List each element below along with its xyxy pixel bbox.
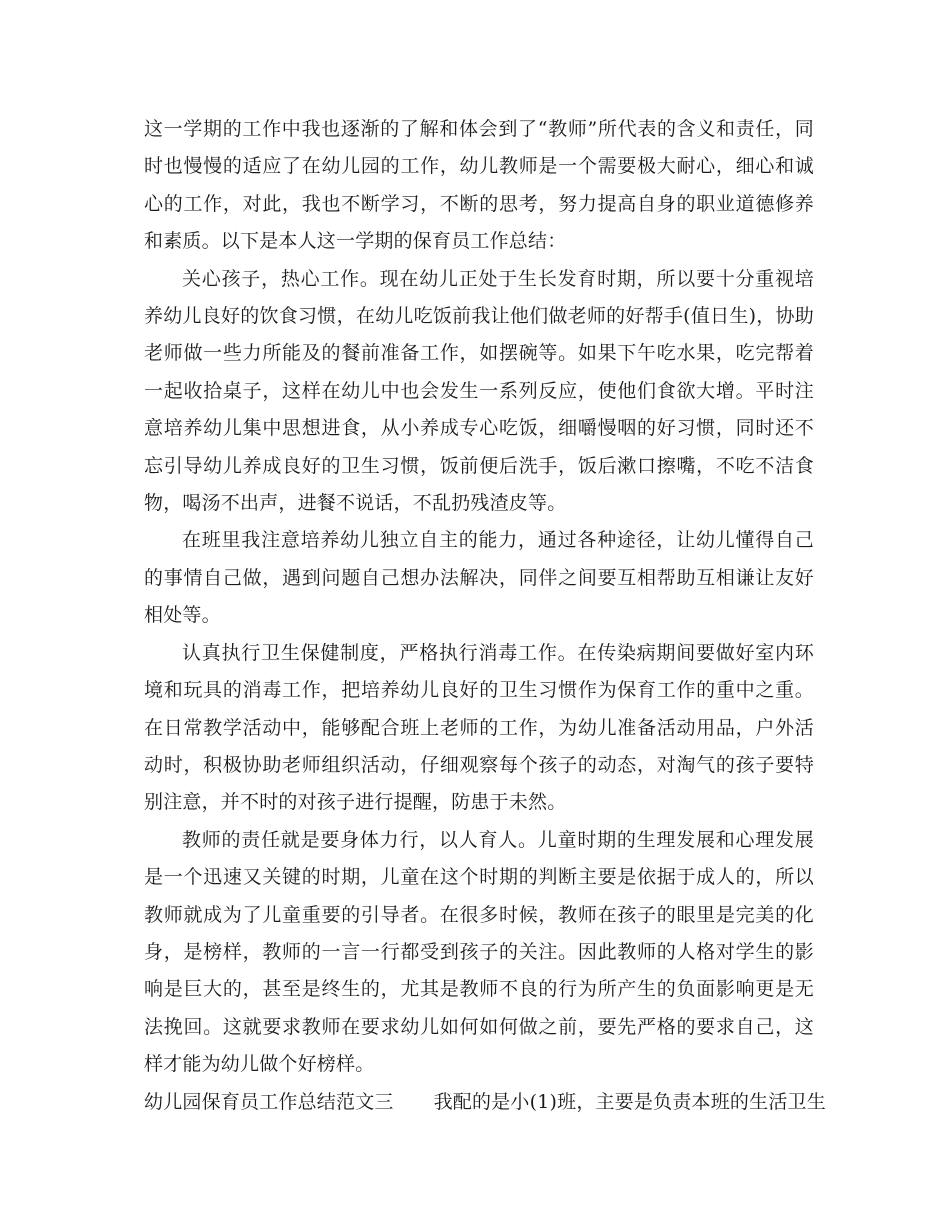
paragraph-hygiene: 认真执行卫生保健制度，严格执行消毒工作。在传染病期间要做好室内环境和玩具的消毒工作，把培养幼儿良好的卫生习惯作为保育工作的重中之重。在日常教学活动中，能够配合班上老师的工作，为幼儿准备活动用品，户外活动时，积极协助老师组织活动，仔细观察每个孩子的动态，对淘气的孩子要特别注意，并不时的对孩子进行提醒，防患于未然。 [144,641,814,814]
section-title: 幼儿园保育员工作总结范文三 [144,1090,394,1113]
document-body [144,111,826,1121]
section-start-text: 我配的是小(1)班，主要是负责本班的生活卫生 [433,1090,826,1113]
paragraph-teacher-role: 教师的责任就是要身体力行，以人育人。儿童时期的生理发展和心理发展是一个迅速又关键的时期，儿童在这个时期的判断主要是依据于成人的，所以教师就成为了儿童重要的引导者。在很多时候，教师在孩子的眼里是完美的化身，是榜样，教师的一言一行都受到孩子的关注。因此教师的人格对学生的影响是巨大的，甚至是终生的，尤其是教师不良的行为所产生的负面影响更是无法挽回。这就要求教师在要求幼儿如何如何做之前，要先严格的要求自己，这样才能为幼儿做个好榜样。 [144,828,814,1076]
paragraph-independence: 在班里我注意培养幼儿独立自主的能力，通过各种途径，让幼儿懂得自己的事情自己做，遇到问题自己想办法解决，同伴之间要互相帮助互相谦让友好相处等。 [144,529,814,627]
paragraph-intro: 这一学期的工作中我也逐渐的了解和体会到了“教师”所代表的含义和责任，同时也慢慢的适应了在幼儿园的工作，幼儿教师是一个需要极大耐心，细心和诚心的工作，对此，我也不断学习，不断的思考，努力提高自身的职业道德修养和素质。以下是本人这一学期的保育员工作总结： [144,118,814,253]
paragraph-care-children: 关心孩子，热心工作。现在幼儿正处于生长发育时期，所以要十分重视培养幼儿良好的饮食习惯，在幼儿吃饭前我让他们做老师的好帮手(值日生)，协助老师做一些力所能及的餐前准备工作，如摆碗等。如果下午吃水果，吃完帮着一起收拾桌子，这样在幼儿中也会发生一系列反应，使他们食欲大增。平时注意培养幼儿集中思想进食，从小养成专心吃饭，细嚼慢咽的好习惯，同时还不忘引导幼儿养成良好的卫生习惯，饭前便后洗手，饭后漱口擦嘴，不吃不洁食物，喝汤不出声，进餐不说话，不乱扔残渣皮等。 [144,267,814,515]
section-heading-line [144,1084,826,1121]
